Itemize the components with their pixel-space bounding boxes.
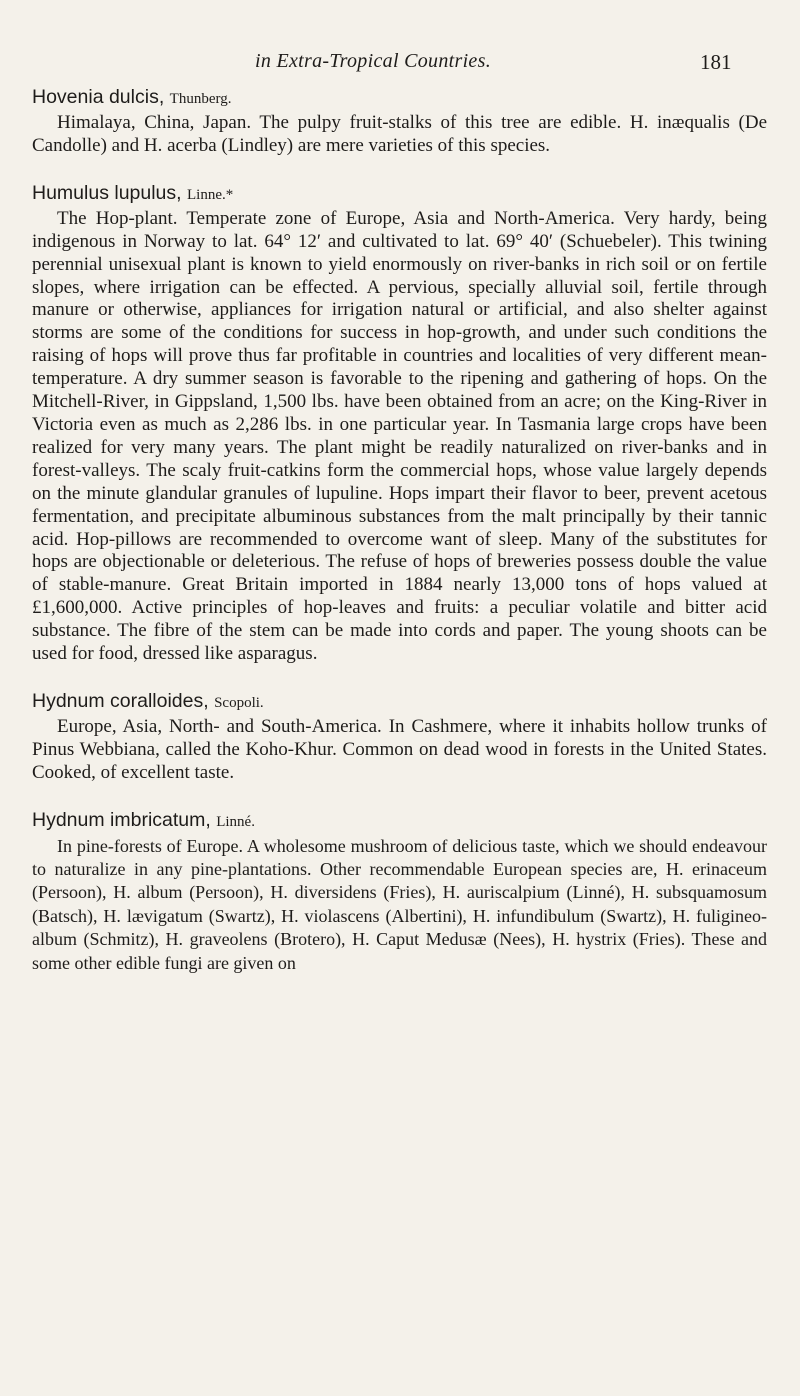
entry-heading <box>32 807 767 835</box>
entry-text: The Hop-plant. Temperate zone of Europe, Asia and North-America. Very hardy, being indigenous in Norway to lat. 64° 12′ and cultivated to lat. 69° 40′ (Schuebeler). This twining perennial unisexual plant is known to yield enormously on river-banks in rich soil or on fertile slopes, where irrigation can be effected. A pervious, specially alluvial soil, fertile through manure or otherwise, appliances for irrigation natural or artificial, and also shelter against storms are some of the conditions for success in hop-growth, and under such conditions the raising of hops will prove thus far profitable in countries and localities of very different mean-temperature. A dry summer season is favorable to the ripening and gathering of hops. On the Mitchell-River, in Gippsland, 1,500 lbs. have been obtained from an acre; on the King-River in Victoria even as much as 2,286 lbs. in one particular year. In Tasmania large crops have been realized for very many years. The plant might be readily naturalized on river-banks and in forest-valleys. The scaly fruit-catkins form the commercial hops, whose value largely depends on the minute glandular granules of lupuline. Hops impart their flavor to beer, prevent acetous fermentation, and precipitate albuminous substances from the malt principally by their tannic acid. Hop-pillows are recommended to overcome want of sleep. Many of the substitutes for hops are objectionable or deleterious. The refuse of hops of breweries possess double the value of stable-manure. Great Britain imported in 1884 nearly 13,000 tons of hops valued at £1,600,000. Active principles of hop-leaves and fruits: a peculiar volatile and bitter acid substance. The fibre of the stem can be made into cords and paper. The young shoots can be used for food, dressed like asparagus. <box>32 207 767 665</box>
entry-hydnum-imbricatum <box>32 807 767 975</box>
species-name: Humulus lupulus, <box>32 181 182 204</box>
entry-humulus-lupulus <box>32 180 767 666</box>
entry-heading <box>32 688 767 716</box>
page-body <box>32 84 767 997</box>
species-authority: Linné. <box>216 813 255 830</box>
species-name: Hydnum imbricatum, <box>32 808 211 831</box>
entry-heading <box>32 84 767 112</box>
species-authority: Linne.* <box>187 186 234 203</box>
entry-text: Himalaya, China, Japan. The pulpy fruit-stalks of this tree are edible. H. inæqualis (De Candolle) and H. acerba (Lindley) are mere varieties of this species. <box>32 112 767 156</box>
entry-hydnum-coralloides <box>32 688 767 785</box>
species-name: Hydnum coralloides, <box>32 689 209 712</box>
entry-heading <box>32 180 767 208</box>
species-authority: Thunberg. <box>169 91 232 107</box>
running-head: in Extra-Tropical Countries. <box>255 50 491 72</box>
entry-text: In pine-forests of Europe. A wholesome mushroom of delicious taste, which we should endeavour to naturalize in any pine-plantations. Other recommendable European species are, H. erinaceum (Persoon), H. album (Persoon), H. diversidens (Fries), H. auriscalpium (Linné), H. subsquamosum (Batsch), H. lævigatum (Swartz), H. violascens (Albertini), H. infundibulum (Swartz), H. fuligineo-album (Schmitz), H. graveolens (Brotero), H. Caput Medusæ (Nees), H. hystrix (Fries). These and some other edible fungi are given on <box>32 835 767 973</box>
entry-text: Europe, Asia, North- and South-America. In Cashmere, where it inhabits hollow trunks of Pinus Webbiana, called the Koho-Khur. Common on dead wood in forests in the United States. Cooked, of excellent taste. <box>32 715 767 783</box>
species-authority: Scopoli. <box>214 694 264 711</box>
entry-hovenia-dulcis <box>32 84 767 158</box>
page-number: 181 <box>700 50 732 74</box>
species-name: Hovenia dulcis, <box>32 86 165 108</box>
